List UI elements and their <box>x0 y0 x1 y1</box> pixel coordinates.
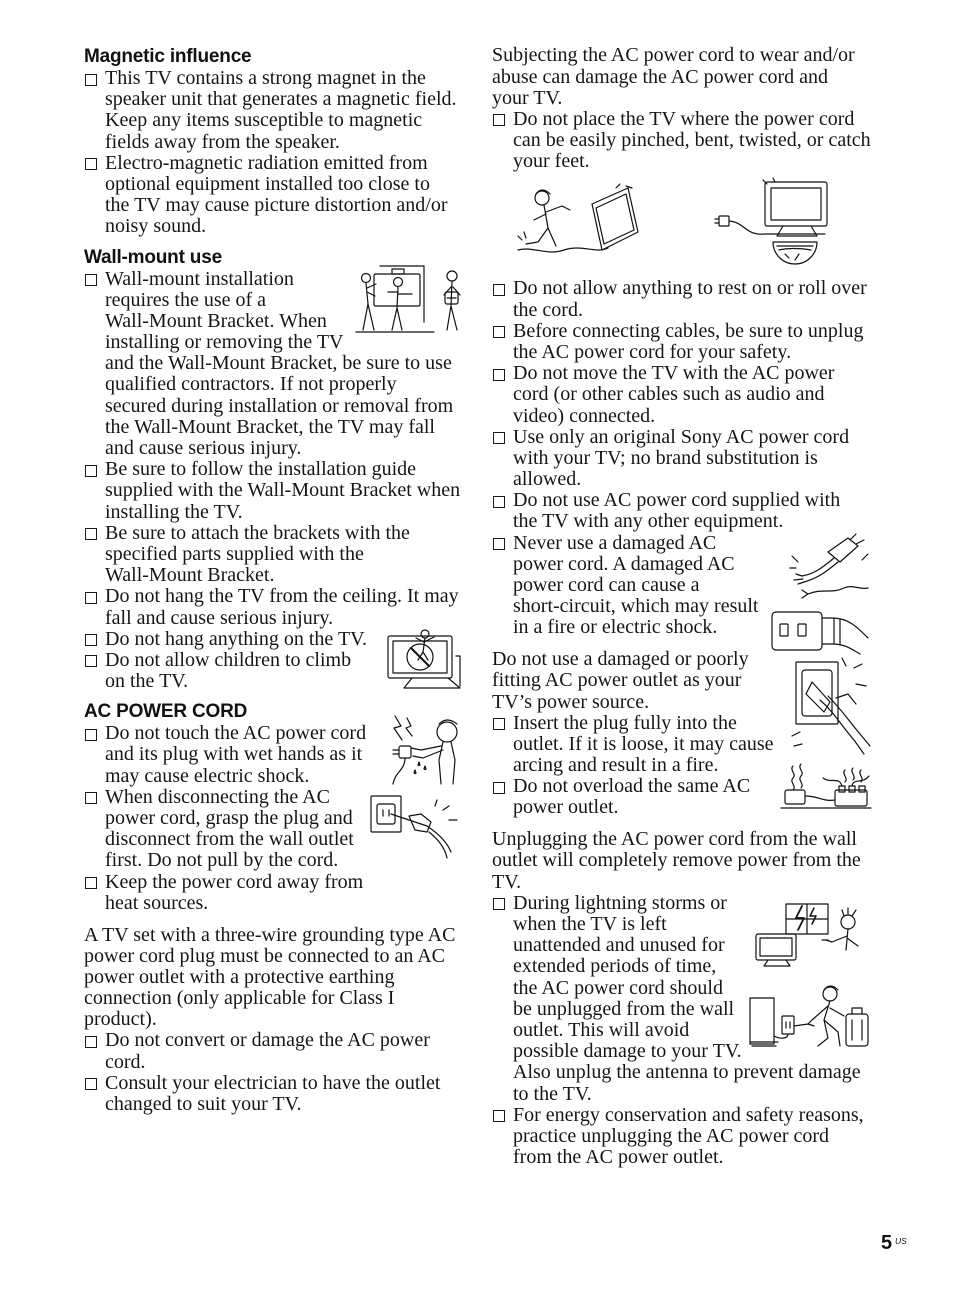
bullet-square-icon <box>493 1110 505 1122</box>
unplug-by-grasping-plug-icon <box>369 792 463 864</box>
text-line: the TV with any other equipment. <box>513 510 784 533</box>
bullet-item <box>84 1073 464 1115</box>
text-line: and cause serious injury. <box>105 437 302 459</box>
text-line: power cord. A damaged AC <box>513 552 735 575</box>
text-line: first. Do not pull by the cord. <box>105 849 339 872</box>
text-line: Do not allow children to climb <box>105 648 352 671</box>
bullet-square-icon <box>85 877 97 889</box>
lightning-storm-unplug-icon <box>752 900 864 968</box>
text-line: TV. <box>492 870 522 893</box>
text-line: Do not place the TV where the power cord <box>513 107 855 130</box>
text-line: Do not overload the same AC <box>513 775 751 798</box>
bullet-item <box>84 68 464 153</box>
loose-plug-outlet-icon <box>790 654 872 758</box>
text-line: power cord can cause a <box>513 574 700 597</box>
text-line: possible damage to your TV. <box>513 1040 742 1063</box>
text-line: the AC power cord for your safety. <box>513 340 792 363</box>
text-line: Keep any items susceptible to magnetic <box>105 109 423 132</box>
text-line: installing or removing the TV <box>105 331 344 354</box>
unplug-before-leaving-icon <box>748 980 872 1052</box>
bullet-item <box>492 363 872 427</box>
bullet-square-icon <box>85 1078 97 1090</box>
text-line: For energy conservation and safety reasons, <box>513 1103 864 1126</box>
text-line: Do not move the TV with the AC power <box>513 362 835 385</box>
bullet-item <box>84 872 464 914</box>
text-line: Insert the plug fully into the <box>513 711 737 734</box>
text-line: Do not use a damaged or poorly <box>492 648 749 671</box>
text-line: Wall-mount installation <box>105 267 294 290</box>
text-line: Do not use AC power cord supplied with <box>513 489 841 512</box>
paragraph <box>492 829 872 893</box>
text-line: installing the TV. <box>105 500 243 523</box>
text-line: power outlet. <box>513 796 619 819</box>
bullet-square-icon <box>85 655 97 667</box>
bullet-item <box>492 278 872 320</box>
bullet-square-icon <box>85 1036 97 1048</box>
bullet-item <box>492 109 872 173</box>
text-line: supplied with the Wall-Mount Bracket when <box>105 479 461 502</box>
text-line: to the TV. <box>513 1082 592 1105</box>
text-line: video) connected. <box>513 404 656 427</box>
text-line: Be sure to attach the brackets with the <box>105 521 410 544</box>
bullet-item <box>492 427 872 491</box>
text-line: extended periods of time, <box>513 955 717 978</box>
bullet-square-icon <box>493 432 505 444</box>
text-line: unattended and unused for <box>513 934 725 957</box>
text-line: power cord, grasp the plug and <box>105 807 353 829</box>
bullet-square-icon <box>85 792 97 804</box>
text-line: Do not convert or damage the AC power <box>105 1029 430 1052</box>
text-line: power cord plug must be connected to an AC <box>84 944 446 967</box>
text-line: optional equipment installed too close to <box>105 172 430 195</box>
text-line: This TV contains a strong magnet in the <box>105 67 426 89</box>
section-heading: Wall-mount use <box>84 246 222 268</box>
text-line: when the TV is left <box>513 913 667 936</box>
bullet-square-icon <box>85 465 97 477</box>
bullet-item <box>84 586 464 628</box>
child-climbing-tv-icon <box>382 628 464 692</box>
bullet-square-icon <box>85 729 97 741</box>
text-line: power outlet with a protective earthing <box>84 965 395 988</box>
text-line: disconnect from the wall outlet <box>105 828 354 851</box>
text-line: cord. <box>105 1050 146 1073</box>
text-line: When disconnecting the AC <box>105 785 330 808</box>
text-line: noisy sound. <box>105 215 207 238</box>
wall-mount-installers-icon <box>354 264 464 336</box>
bullet-item <box>84 523 464 587</box>
text-line: practice unplugging the AC power cord <box>513 1124 830 1147</box>
text-line: Do not hang anything on the TV. <box>105 627 368 650</box>
paragraph <box>492 45 872 109</box>
text-line: outlet. This will avoid <box>513 1018 690 1041</box>
tripping-over-cord-icon <box>516 184 642 264</box>
text-line: changed to suit your TV. <box>105 1093 302 1116</box>
text-line: outlet. If it is loose, it may cause <box>513 732 774 755</box>
text-line: the cord. <box>513 298 583 321</box>
bullet-square-icon <box>85 274 97 286</box>
bullet-square-icon <box>493 496 505 508</box>
text-line: A TV set with a three-wire grounding type AC <box>84 923 456 946</box>
text-line: Be sure to follow the installation guide <box>105 458 417 481</box>
text-line: abuse can damage the AC power cord and <box>492 65 828 88</box>
bullet-square-icon <box>493 538 505 550</box>
text-line: speaker unit that generates a magnetic field. <box>105 88 457 111</box>
text-line: fields away from the speaker. <box>105 130 340 153</box>
damaged-cord-icon <box>788 534 872 606</box>
text-line: Consult your electrician to have the outlet <box>105 1071 441 1094</box>
text-line: your TV. <box>492 86 563 109</box>
bullet-item <box>492 490 872 532</box>
bullet-square-icon <box>493 284 505 296</box>
text-line: and the Wall-Mount Bracket, be sure to use <box>105 352 452 375</box>
text-line: fitting AC power outlet as your <box>492 669 742 692</box>
bullet-square-icon <box>85 528 97 540</box>
text-line: During lightning storms or <box>513 891 727 914</box>
text-line: in a fire or electric shock. <box>513 616 718 639</box>
text-line: requires the use of a <box>105 288 267 311</box>
bullet-item <box>492 321 872 363</box>
text-line: Never use a damaged AC <box>513 531 717 554</box>
bullet-item <box>84 153 464 238</box>
text-line: Also unplug the antenna to prevent damage <box>513 1061 861 1084</box>
text-line: Keep the power cord away from <box>105 870 364 893</box>
text-line: qualified contractors. If not properly <box>105 373 397 396</box>
text-line: Electro-magnetic radiation emitted from <box>105 151 428 174</box>
bullet-square-icon <box>493 718 505 730</box>
text-line: Wall-Mount Bracket. <box>105 564 275 587</box>
text-line: on the TV. <box>105 670 189 693</box>
bullet-square-icon <box>85 158 97 170</box>
section-heading: AC POWER CORD <box>84 701 248 723</box>
text-line: Wall-Mount Bracket. When <box>105 309 327 332</box>
tv-resting-on-cord-icon <box>715 178 832 268</box>
text-line: Do not touch the AC power cord <box>105 722 367 745</box>
power-plug-icon <box>770 604 872 656</box>
section-heading: Magnetic influence <box>84 46 252 67</box>
text-line: product). <box>84 1008 157 1031</box>
overloaded-outlet-icon <box>779 762 872 812</box>
text-line: Before connecting cables, be sure to unplug <box>513 319 864 342</box>
text-line: connection (only applicable for Class I <box>84 987 395 1010</box>
text-line: cord (or other cables such as audio and <box>513 383 825 406</box>
text-line: your feet. <box>513 150 590 173</box>
text-line: Use only an original Sony AC power cord <box>513 425 850 448</box>
text-line: TV’s power source. <box>492 690 650 713</box>
wet-hands-plug-icon <box>385 714 463 786</box>
text-line: heat sources. <box>105 891 209 914</box>
text-line: outlet will completely remove power from the <box>492 849 861 872</box>
text-line: Subjecting the AC power cord to wear and/or <box>492 44 855 67</box>
right-column-top <box>492 45 872 172</box>
text-line: be unplugged from the wall <box>513 997 735 1020</box>
text-line: can be easily pinched, bent, twisted, or catch <box>513 129 871 152</box>
text-line: Do not allow anything to rest on or roll over <box>513 277 867 300</box>
bullet-square-icon <box>85 74 97 86</box>
text-line: the TV may cause picture distortion and/or <box>105 194 448 217</box>
bullet-square-icon <box>85 634 97 646</box>
text-line: Do not hang the TV from the ceiling. It may <box>105 585 459 608</box>
text-line: with your TV; no brand substitution is <box>513 446 818 469</box>
page-number-region: US <box>895 1236 907 1246</box>
bullet-square-icon <box>493 114 505 126</box>
text-line: short-circuit, which may result <box>513 595 759 618</box>
bullet-item <box>84 1030 464 1072</box>
bullet-square-icon <box>493 782 505 794</box>
text-line: the AC power cord should <box>513 976 723 999</box>
text-line: arcing and result in a fire. <box>513 754 719 777</box>
bullet-item <box>492 1105 872 1169</box>
bullet-square-icon <box>493 369 505 381</box>
text-line: Unplugging the AC power cord from the wall <box>492 828 857 851</box>
page-number: 5 <box>881 1232 893 1254</box>
bullet-square-icon <box>85 592 97 604</box>
text-line: the Wall-Mount Bracket, the TV may fall <box>105 415 435 438</box>
text-line: fall and cause serious injury. <box>105 606 334 629</box>
text-line: may cause electric shock. <box>105 764 310 787</box>
text-line: specified parts supplied with the <box>105 542 364 565</box>
bullet-square-icon <box>493 898 505 910</box>
text-line: from the AC power outlet. <box>513 1146 724 1169</box>
text-line: allowed. <box>513 468 582 491</box>
paragraph <box>84 925 464 1031</box>
bullet-square-icon <box>493 326 505 338</box>
text-line: and its plug with wet hands as it <box>105 743 363 766</box>
bullet-item <box>84 459 464 523</box>
left-column <box>84 46 464 1115</box>
text-line: secured during installation or removal from <box>105 394 454 417</box>
